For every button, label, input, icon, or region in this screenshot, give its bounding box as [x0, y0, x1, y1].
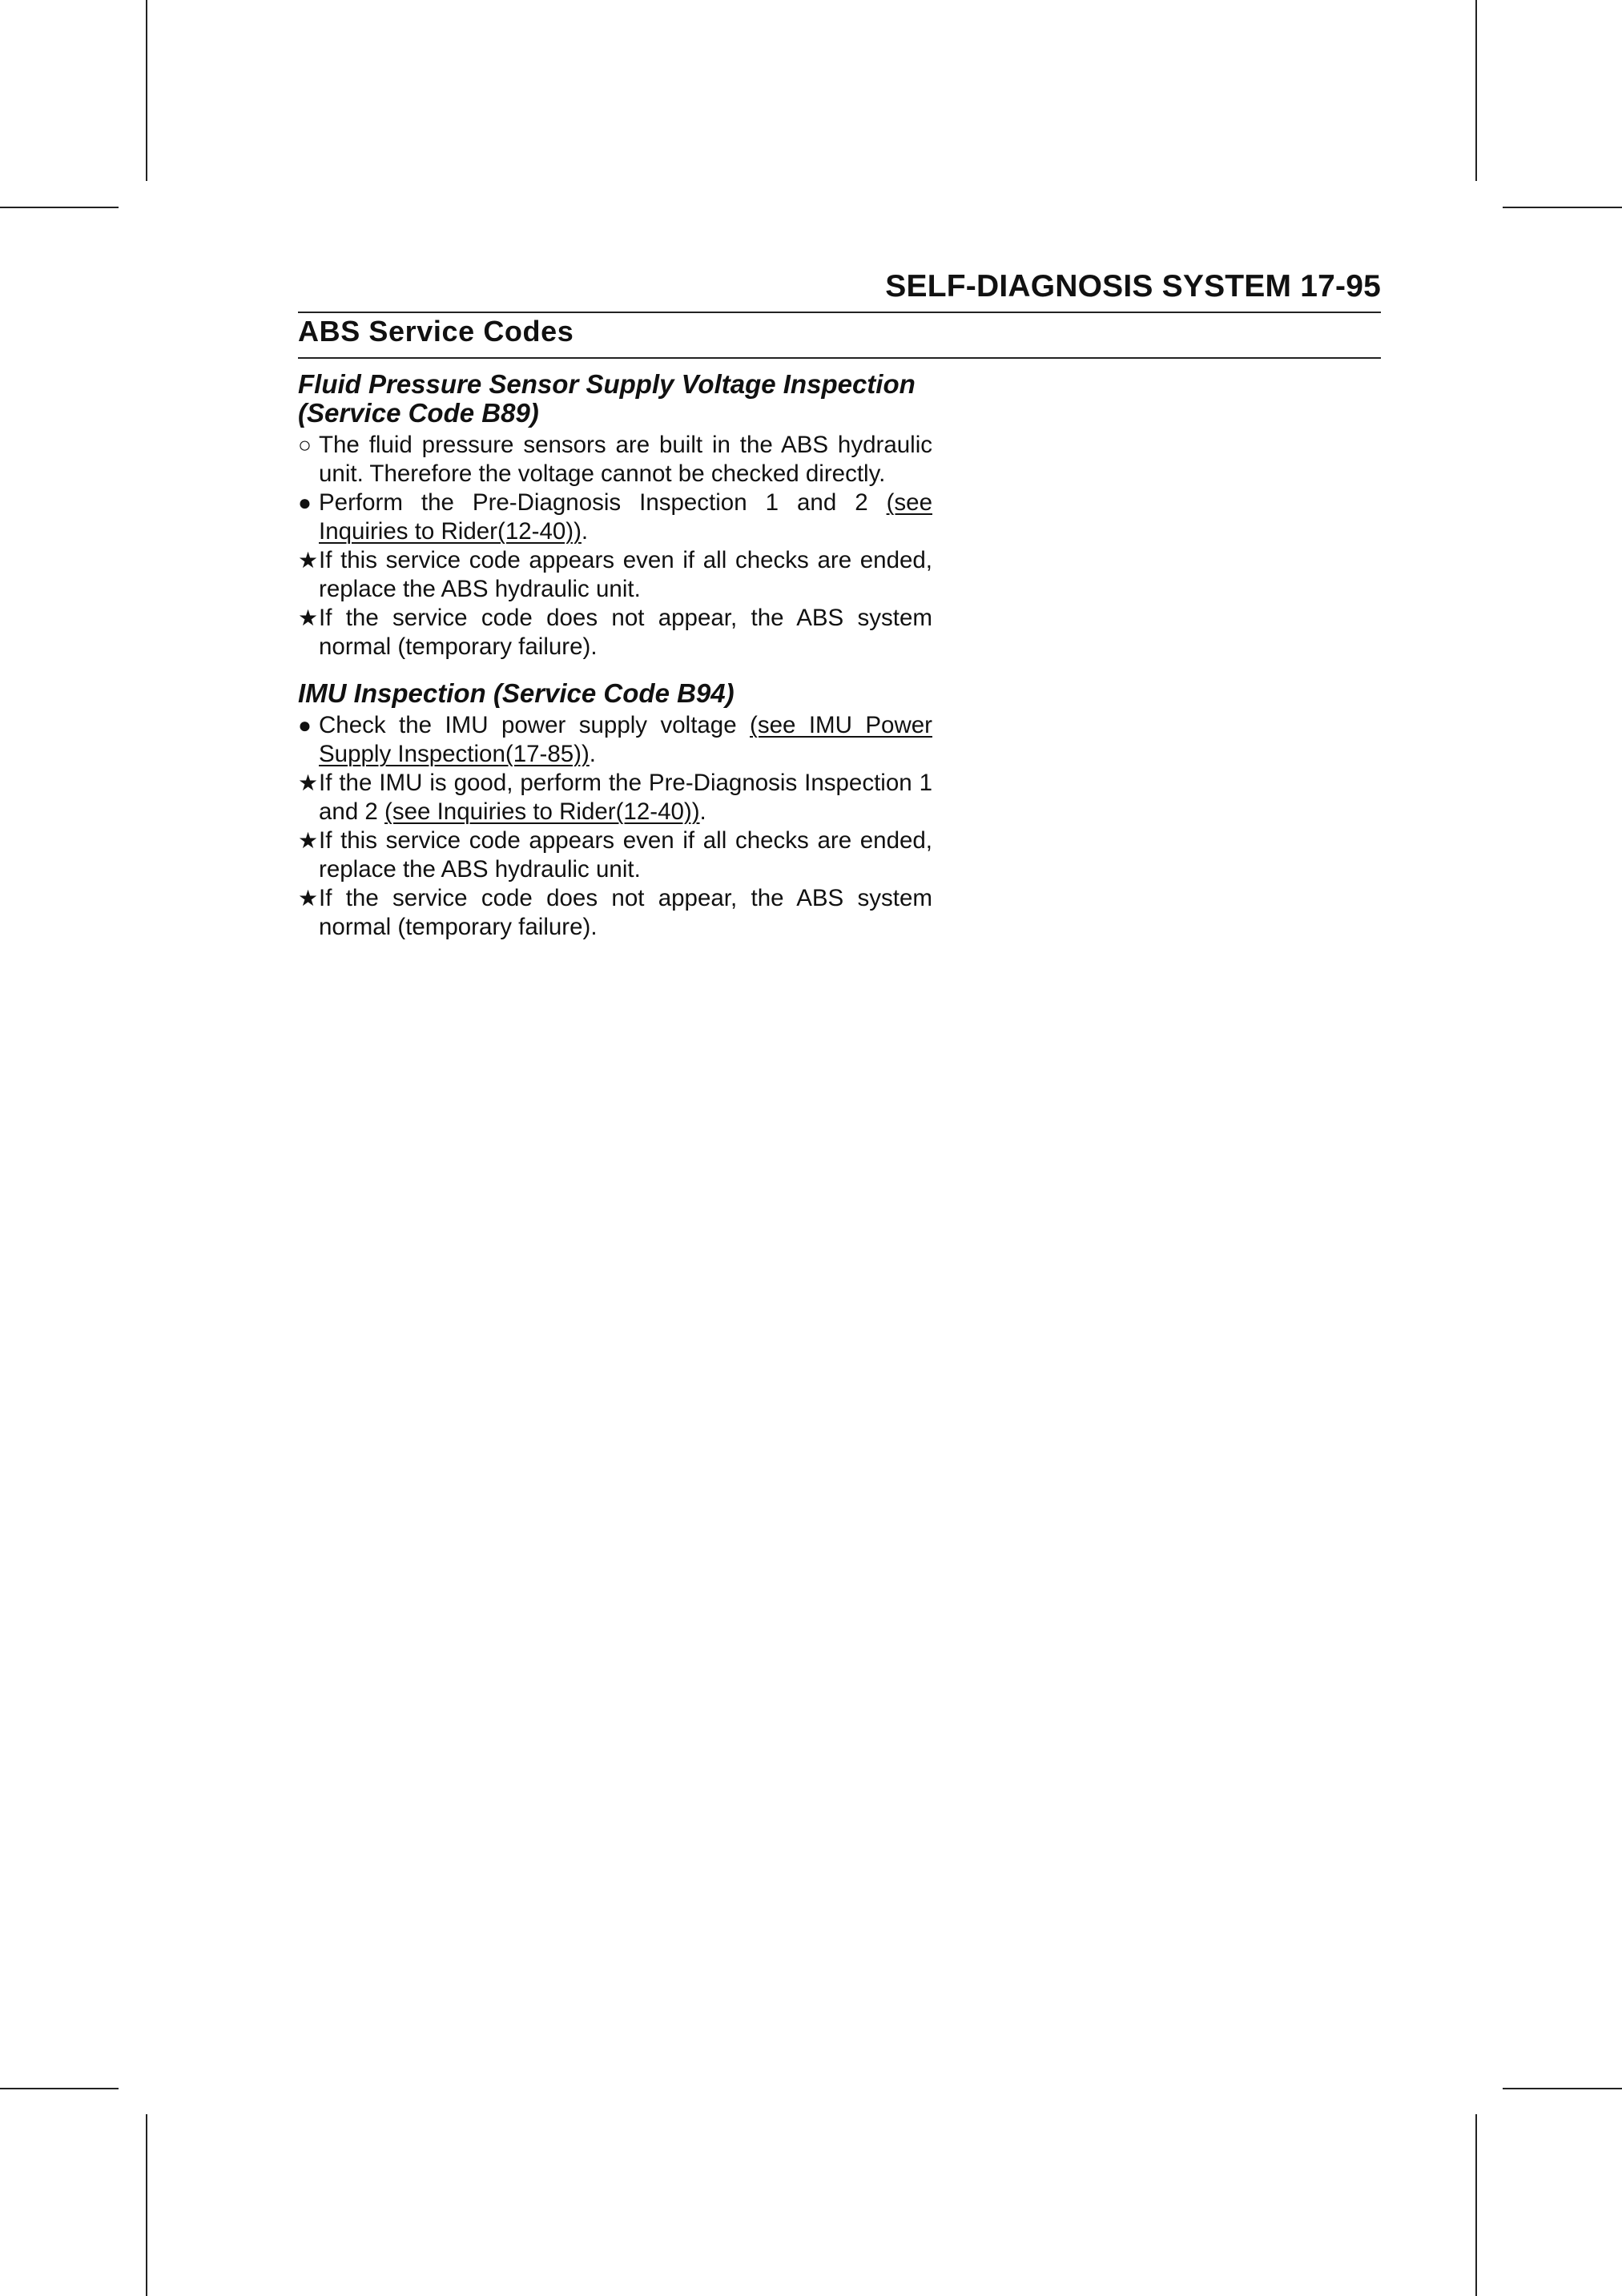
crop-mark-bottom-right-vertical — [1475, 2114, 1477, 2296]
subsection-title — [298, 370, 932, 428]
list-item — [298, 769, 932, 826]
content-column — [298, 370, 932, 942]
subsection-b89 — [298, 370, 932, 661]
item-text: If this service code appears even if all checks are ended, replace the ABS hydraulic unit. — [319, 827, 932, 883]
star-icon: ★ — [298, 605, 319, 630]
item-text-end: . — [581, 518, 589, 545]
item-text: If the service code does not appear, the ABS system normal (temporary failure). — [319, 605, 932, 660]
section-rule — [298, 357, 1381, 359]
cross-reference-link[interactable]: (see Inquiries to Rider(12-40)) — [384, 798, 700, 825]
cross-reference-link[interactable]: (see IMU Power Supply Inspection(17-85)) — [319, 712, 932, 767]
instruction-list — [298, 431, 932, 661]
subsection-title-line-1: Fluid Pressure Sensor Supply Voltage Inspection — [298, 369, 916, 399]
item-text: Perform the Pre-Diagnosis Inspection 1 and 2 — [319, 489, 887, 516]
list-item — [298, 711, 932, 769]
item-text: Check the IMU power supply voltage — [319, 712, 751, 738]
cross-reference-link[interactable]: (see Inquiries to Rider(12-40)) — [319, 489, 932, 545]
item-text: If this service code appears even if all checks are ended, replace the ABS hydraulic unit. — [319, 547, 932, 602]
star-icon: ★ — [298, 886, 319, 911]
crop-mark-top-left-horizontal — [0, 207, 119, 208]
crop-mark-bottom-left-horizontal — [0, 2088, 119, 2089]
item-text-end: . — [589, 741, 596, 767]
crop-mark-top-right-vertical — [1475, 0, 1477, 181]
subsection-title: IMU Inspection (Service Code B94) — [298, 678, 735, 708]
star-icon: ★ — [298, 770, 319, 795]
crop-mark-bottom-left-vertical — [146, 2114, 147, 2296]
section-title: ABS Service Codes — [298, 315, 574, 348]
item-text: The fluid pressure sensors are built in the ABS hydraulic unit. Therefore the voltage cannot be checked directly. — [319, 432, 932, 487]
crop-mark-top-right-horizontal — [1503, 207, 1622, 208]
instruction-list — [298, 711, 932, 942]
list-item — [298, 604, 932, 661]
item-text-end: . — [699, 798, 706, 825]
subsection-title-line-2: (Service Code B89) — [298, 398, 539, 428]
open-circle-icon: ○ — [298, 432, 312, 457]
list-item — [298, 826, 932, 884]
filled-bullet-icon: ● — [298, 490, 312, 515]
filled-bullet-icon: ● — [298, 713, 312, 738]
star-icon: ★ — [298, 828, 319, 853]
crop-mark-bottom-right-horizontal — [1503, 2088, 1622, 2089]
star-icon: ★ — [298, 548, 319, 573]
list-item — [298, 431, 932, 489]
page-header: SELF-DIAGNOSIS SYSTEM 17-95 — [885, 269, 1381, 304]
subsection-b94 — [298, 679, 932, 942]
crop-mark-top-left-vertical — [146, 0, 147, 181]
list-item — [298, 489, 932, 546]
item-text: If the IMU is good, perform the Pre-Diagnosis Inspection 1 and 2 — [319, 770, 932, 825]
item-text: If the service code does not appear, the ABS system normal (temporary failure). — [319, 885, 932, 940]
list-item — [298, 546, 932, 604]
list-item — [298, 884, 932, 942]
